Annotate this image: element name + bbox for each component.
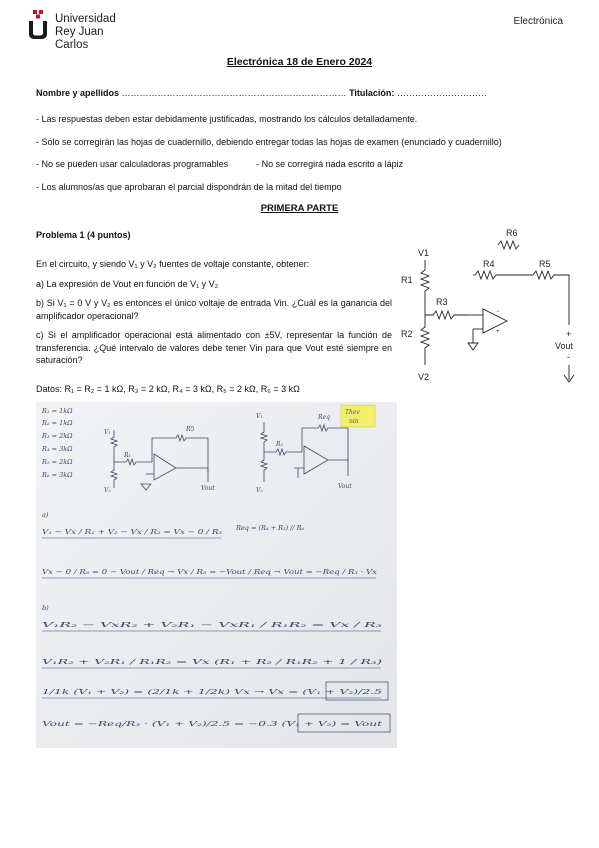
resistor-r5: [533, 271, 557, 279]
name-field[interactable]: …………………………………………………………………: [121, 88, 347, 98]
resistor-r6: [498, 241, 519, 249]
label-r4: R4: [483, 259, 495, 269]
equation-6: Vout = −Req/R₃ · (V₁ + V₂)/2.5 = −0.3 (V₁ + V₂) = Vout: [42, 720, 383, 728]
resistor-r1: [421, 270, 429, 301]
label-r2: R2: [401, 329, 413, 339]
university-name: [55, 13, 138, 52]
given-r3: R₃ = 2kΩ: [42, 432, 73, 440]
urjc-logo-mark-icon: [28, 10, 48, 40]
student-info-line: [36, 88, 487, 98]
resistor-r4: [475, 271, 499, 279]
given-r4: R₄ = 3kΩ: [42, 445, 73, 453]
label-r3: R3: [436, 297, 448, 307]
handwritten-solution-photo: [36, 402, 397, 748]
label-v1: V1: [418, 248, 430, 258]
university-logo: [28, 10, 138, 51]
sticky-note-line2: nin: [349, 418, 359, 425]
problem-data: Datos: R₁ = R₂ = 1 kΩ, R₃ = 2 kΩ, R₄ = 3 kΩ, R₅ = 2 kΩ, R₆ = 3 kΩ: [36, 384, 300, 394]
equation-2: Vx − 0 / R₃ = 0 − Vout / Req → Vx / R₃ = −Vout / Req → Vout = −Req / R₃ · Vx: [42, 568, 378, 576]
wire: [557, 275, 569, 325]
rule-item: - Sólo se corregirán las hojas de cuadernillo, debiendo entregar todas las hojas de examen (enunciado y cuadernillo): [36, 136, 502, 147]
name-label: Nombre y apellidos: [36, 88, 120, 98]
hand-label-req: Req: [318, 414, 330, 421]
ground-symbol: [468, 343, 478, 350]
req-formula: Req = (R₄ + R₅) // R₆: [236, 524, 305, 532]
rule-item-b: - No se corregirá nada escrito a lápiz: [256, 159, 404, 169]
given-r2: R₂ = 1kΩ: [42, 419, 73, 427]
given-r6: R₆ = 3kΩ: [42, 471, 73, 479]
degree-label: Titulación:: [349, 88, 395, 98]
part-title: PRIMERA PARTE: [260, 203, 339, 214]
label-vout: Vout: [555, 341, 574, 351]
resistor-r2: [421, 315, 429, 360]
subject-header: Electrónica: [513, 16, 563, 27]
handwritten-solution-svg: [36, 402, 397, 748]
question-a: a) La expresión de Vout en función de V₁ y V₂: [36, 278, 219, 289]
question-c: c) Si el amplificador operacional está alimentado con ±5V, representar la función de transferencia. ¿Qué intervalo de valores debe tener Vin para que Vout esté siempre en saturación?: [36, 330, 392, 365]
svg-text:V₁: V₁: [104, 429, 111, 436]
label-r6: R6: [506, 228, 518, 238]
equation-3: V₁R₂ − VxR₂ + V₂R₁ − VxR₁ / R₁R₂ = Vx / R₃: [42, 621, 383, 629]
svg-text:V₂: V₂: [104, 487, 111, 494]
problem-statement: [36, 258, 392, 374]
university-name-line2: Rey Juan Carlos: [55, 26, 104, 51]
svg-text:R₁: R₁: [124, 452, 131, 459]
hand-label-v2: V₂: [256, 487, 263, 494]
rule-item: - Los alumnos/as que aprobaran el parcial dispondrán de la mitad del tiempo: [36, 181, 342, 192]
label-r5: R5: [539, 259, 551, 269]
equation-5: 1/1k (V₁ + V₂) = (2/1k + 1/2k) Vx → Vx = (V₁ + V₂)/2.5: [42, 688, 382, 696]
hand-label-vout-2: Vout: [338, 483, 352, 490]
exam-rules: [36, 114, 566, 204]
sticky-note-line1: Thev: [345, 409, 360, 416]
equation-1: V₁ − Vx / R₁ + V₂ − Vx / R₂ = Vx − 0 / R₃: [42, 528, 223, 536]
hand-label-v1: V₁: [256, 413, 263, 420]
label-r1: R1: [401, 275, 413, 285]
hand-label-r5: R5: [186, 426, 195, 433]
problem-intro: En el circuito, y siendo V₁ y V₂ fuentes de voltaje constante, obtener:: [36, 259, 310, 269]
label-minus: -: [567, 352, 570, 362]
svg-text:+: +: [496, 329, 500, 335]
opamp: [483, 309, 507, 333]
question-b: b) Si V₁ = 0 V y V₂ es entonces el único voltaje de entrada Vin. ¿Cuál es la ganancia del amplificador operacional?: [36, 298, 392, 321]
label-plus: +: [566, 329, 572, 339]
rule-item: [36, 159, 566, 182]
resistor-r3: [425, 311, 467, 319]
problem-title: Problema 1 (4 puntos): [36, 230, 131, 240]
equation-4: V₁R₂ + V₂R₁ / R₁R₂ = Vx (R₁ + R₂ / R₁R₂ + 1 / R₃): [42, 658, 383, 666]
exam-title: Electrónica 18 de Enero 2024: [226, 56, 373, 68]
given-r5: R₅ = 2kΩ: [42, 458, 73, 466]
hand-label-vout-1: Vout: [201, 485, 215, 492]
given-r1: R₁ = 1kΩ: [42, 407, 73, 415]
rule-item-a: - No se pueden usar calculadoras programables: [36, 159, 229, 169]
circuit-diagram: [395, 225, 595, 390]
part-a-label: a): [42, 511, 49, 519]
svg-text:−: −: [496, 309, 500, 315]
part-b-label: b): [42, 604, 49, 612]
degree-field[interactable]: …………………………: [396, 88, 487, 98]
label-v2: V2: [418, 372, 430, 382]
rule-item: - Las respuestas deben estar debidamente justificadas, mostrando los cálculos detalladamente.: [36, 114, 418, 124]
university-name-line1: Universidad: [55, 13, 116, 25]
hand-label-r3: R₃: [276, 441, 283, 448]
